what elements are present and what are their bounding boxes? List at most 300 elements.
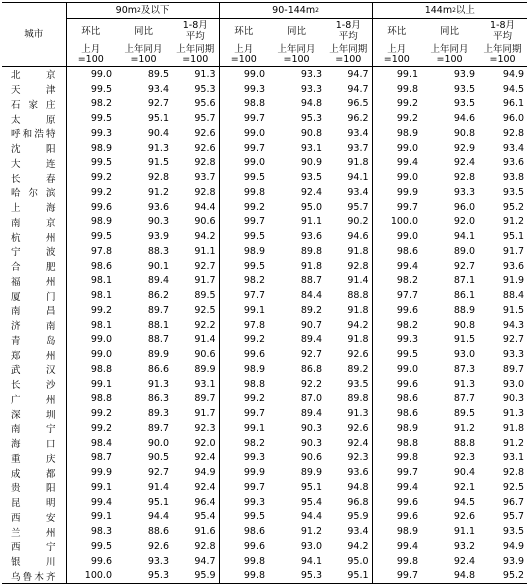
index-value: 89.5 xyxy=(147,68,169,80)
index-value: 98.9 xyxy=(372,421,421,436)
table-row xyxy=(2,244,527,259)
index-value: 99.0 xyxy=(219,67,268,82)
table-row xyxy=(2,111,527,126)
index-value: 99.7 xyxy=(372,200,421,215)
index-value: 95.2 xyxy=(502,201,525,213)
index-value: 99.3 xyxy=(219,495,268,510)
index-value: 99.3 xyxy=(219,451,268,466)
index-value: 93.4 xyxy=(347,526,369,538)
city-name: 太原 xyxy=(11,114,56,126)
index-value: 94.7 xyxy=(347,68,369,80)
index-value: 92.6 xyxy=(147,540,169,552)
index-value: 99.0 xyxy=(372,362,421,377)
index-value: 99.4 xyxy=(372,480,421,495)
index-value: 99.2 xyxy=(219,200,268,215)
city-name: 厦门 xyxy=(11,291,56,303)
index-value: 94.9 xyxy=(194,467,216,479)
index-value: 92.8 xyxy=(194,540,216,552)
index-value: 94.8 xyxy=(300,98,323,110)
index-value: 99.0 xyxy=(372,170,421,185)
index-value: 93.3 xyxy=(147,555,169,567)
index-value: 91.5 xyxy=(147,157,169,169)
index-value: 100.0 xyxy=(372,215,421,230)
index-value: 99.6 xyxy=(219,347,268,362)
table-row xyxy=(2,495,527,510)
index-value: 90.9 xyxy=(300,157,323,169)
index-value: 99.0 xyxy=(372,141,421,156)
index-value: 90.1 xyxy=(147,260,169,272)
area-group-header: $90-144m^2$ xyxy=(219,3,372,19)
index-value: 93.4 xyxy=(347,127,369,139)
index-value: 92.5 xyxy=(502,481,525,493)
index-value: 99.0 xyxy=(66,347,115,362)
index-value: 92.6 xyxy=(194,127,216,139)
index-value: 99.2 xyxy=(372,97,421,112)
index-value: 98.3 xyxy=(66,524,115,539)
index-value: 95.9 xyxy=(347,511,369,523)
index-value: 98.6 xyxy=(372,406,421,421)
table-row xyxy=(2,377,527,392)
index-value: 93.1 xyxy=(300,142,323,154)
index-value: 90.8 xyxy=(453,127,476,139)
table-row xyxy=(2,539,527,554)
index-value: 99.8 xyxy=(219,554,268,569)
city-name: 郑州 xyxy=(11,350,56,362)
city-name: 济南 xyxy=(11,321,56,333)
index-value: 95.7 xyxy=(502,511,525,523)
area-group-header: $144m^2$以上 xyxy=(372,3,527,19)
index-value: 99.8 xyxy=(372,554,421,569)
city-name: 西宁 xyxy=(11,542,56,554)
index-value: 99.7 xyxy=(219,480,268,495)
index-value: 92.4 xyxy=(347,437,369,449)
index-value: 90.0 xyxy=(147,437,169,449)
index-value: 94.8 xyxy=(347,481,369,493)
index-value: 93.0 xyxy=(502,378,525,390)
table-row xyxy=(2,229,527,244)
index-value: 99.3 xyxy=(219,82,268,97)
index-value: 98.6 xyxy=(372,392,421,407)
index-value: 88.9 xyxy=(453,304,476,316)
index-value: 98.9 xyxy=(219,244,268,259)
index-value: 98.8 xyxy=(66,392,115,407)
index-value: 98.6 xyxy=(372,244,421,259)
city-name: 深圳 xyxy=(11,409,56,421)
index-value: 93.3 xyxy=(502,349,525,361)
index-value: 94.9 xyxy=(502,68,525,80)
index-value: 99.2 xyxy=(66,170,115,185)
index-value: 89.7 xyxy=(502,363,525,375)
index-value: 91.2 xyxy=(300,526,323,538)
index-value: 90.3 xyxy=(300,437,323,449)
index-value: 94.2 xyxy=(194,231,216,243)
index-value: 98.2 xyxy=(372,318,421,333)
index-value: 98.1 xyxy=(66,318,115,333)
index-value: 92.6 xyxy=(347,349,369,361)
index-value: 87.3 xyxy=(453,363,476,375)
index-value: 92.2 xyxy=(194,319,216,331)
city-name: 乌鲁木齐 xyxy=(2,569,66,584)
metric-header: 1-8月 平均 xyxy=(490,20,516,42)
index-value: 98.8 xyxy=(219,377,268,392)
index-value: 90.5 xyxy=(147,452,169,464)
index-value: 94.4 xyxy=(194,201,216,213)
index-value: 89.8 xyxy=(300,245,323,257)
index-value: 92.9 xyxy=(453,142,476,154)
index-value: 94.1 xyxy=(300,555,323,567)
table-row xyxy=(2,170,527,185)
index-value: 99.1 xyxy=(219,303,268,318)
index-value: 93.3 xyxy=(300,83,323,95)
index-value: 94.7 xyxy=(194,555,216,567)
index-value: 89.9 xyxy=(300,467,323,479)
index-value: 92.8 xyxy=(147,172,169,184)
index-value: 93.8 xyxy=(502,172,525,184)
index-value: 95.1 xyxy=(300,481,323,493)
index-value: 93.5 xyxy=(502,526,525,538)
index-value: 99.8 xyxy=(219,185,268,200)
index-value: 99.3 xyxy=(66,126,115,141)
index-value: 99.5 xyxy=(66,539,115,554)
index-value: 92.4 xyxy=(194,452,216,464)
index-value: 99.5 xyxy=(66,111,115,126)
index-value: 93.2 xyxy=(453,540,476,552)
index-value: 91.5 xyxy=(502,304,525,316)
index-value: 94.9 xyxy=(502,540,525,552)
index-value: 94.1 xyxy=(347,172,369,184)
index-value: 92.3 xyxy=(453,452,476,464)
index-value: 86.3 xyxy=(147,393,169,405)
index-value: 90.7 xyxy=(300,319,323,331)
city-name: 石家庄 xyxy=(11,99,56,111)
index-value: 98.6 xyxy=(66,259,115,274)
table-row xyxy=(2,185,527,200)
base-period-header: 上年同期 =100 xyxy=(478,43,527,67)
index-value: 99.2 xyxy=(66,303,115,318)
table-row xyxy=(2,362,527,377)
index-value: 88.8 xyxy=(453,437,476,449)
index-value: 93.4 xyxy=(347,186,369,198)
city-name: 上海 xyxy=(11,203,56,215)
index-value: 99.5 xyxy=(219,170,268,185)
table-row xyxy=(2,200,527,215)
index-value: 99.6 xyxy=(372,510,421,525)
index-value: 89.7 xyxy=(147,304,169,316)
table-row xyxy=(2,451,527,466)
table-row xyxy=(2,554,527,569)
index-value: 84.4 xyxy=(300,290,323,302)
metric-header: 同比 xyxy=(287,25,307,37)
table-row xyxy=(2,465,527,480)
index-value: 92.8 xyxy=(453,172,476,184)
index-value: 99.0 xyxy=(219,126,268,141)
index-value: 98.8 xyxy=(372,436,421,451)
index-value: 86.1 xyxy=(453,290,476,302)
index-value: 92.7 xyxy=(147,98,169,110)
index-value: 98.1 xyxy=(66,288,115,303)
index-value: 92.6 xyxy=(194,142,216,154)
index-value: 93.5 xyxy=(502,186,525,198)
index-value: 89.7 xyxy=(194,393,216,405)
index-value: 91.5 xyxy=(453,334,476,346)
index-value: 91.4 xyxy=(194,334,216,346)
index-value: 92.7 xyxy=(300,349,323,361)
table-header xyxy=(2,3,527,67)
index-value: 99.5 xyxy=(219,510,268,525)
index-value: 93.6 xyxy=(502,260,525,272)
index-value: 99.4 xyxy=(372,259,421,274)
index-value: 97.7 xyxy=(372,288,421,303)
index-value: 89.5 xyxy=(194,290,216,302)
base-period-header: 上月 =100 xyxy=(66,43,115,67)
index-value: 92.3 xyxy=(194,422,216,434)
metric-header: 环比 xyxy=(372,19,421,44)
table-row xyxy=(2,303,527,318)
index-value: 95.9 xyxy=(172,569,219,584)
index-value: 89.0 xyxy=(453,245,476,257)
city-name: 合肥 xyxy=(11,262,56,274)
index-value: 90.8 xyxy=(453,319,476,331)
index-value: 89.8 xyxy=(347,393,369,405)
index-value: 98.8 xyxy=(66,362,115,377)
index-value: 99.9 xyxy=(66,465,115,480)
index-value: 98.6 xyxy=(219,524,268,539)
index-value: 94.6 xyxy=(347,231,369,243)
index-value: 96.2 xyxy=(347,113,369,125)
index-value: 99.5 xyxy=(66,82,115,97)
index-value: 98.9 xyxy=(66,215,115,230)
city-name: 长春 xyxy=(11,173,56,185)
index-value: 89.2 xyxy=(300,304,323,316)
city-name: 武汉 xyxy=(11,365,56,377)
index-value: 92.8 xyxy=(194,157,216,169)
index-value: 89.4 xyxy=(300,408,323,420)
index-value: 91.7 xyxy=(194,275,216,287)
index-value: 99.1 xyxy=(66,510,115,525)
index-value: 99.8 xyxy=(372,451,421,466)
index-value: 92.4 xyxy=(453,555,476,567)
index-value: 99.2 xyxy=(66,185,115,200)
index-value: 91.6 xyxy=(194,526,216,538)
index-value: 99.1 xyxy=(372,67,421,82)
index-value: 86.6 xyxy=(147,363,169,375)
index-value: 92.3 xyxy=(347,452,369,464)
table-row xyxy=(2,288,527,303)
index-value: 91.7 xyxy=(194,408,216,420)
base-period-header: 上年同月 =100 xyxy=(115,43,172,67)
index-value: 96.0 xyxy=(502,113,525,125)
index-value: 94.6 xyxy=(453,113,476,125)
index-value: 96.5 xyxy=(347,98,369,110)
city-name: 沈阳 xyxy=(11,144,56,156)
index-value: 91.7 xyxy=(502,245,525,257)
index-value: 99.1 xyxy=(219,421,268,436)
table-row xyxy=(2,97,527,112)
index-value: 91.8 xyxy=(300,260,323,272)
index-value: 89.4 xyxy=(147,275,169,287)
index-value: 95.4 xyxy=(194,511,216,523)
index-value: 91.1 xyxy=(453,526,476,538)
index-value: 89.3 xyxy=(147,408,169,420)
index-value: 96.8 xyxy=(347,496,369,508)
index-value: 93.6 xyxy=(347,467,369,479)
index-value: 95.0 xyxy=(300,201,323,213)
index-value: 93.6 xyxy=(300,231,323,243)
index-value: 92.7 xyxy=(502,334,525,346)
index-value: 89.2 xyxy=(347,363,369,375)
index-value: 95.1 xyxy=(147,496,169,508)
index-value: 88.7 xyxy=(300,275,323,287)
index-value: 93.0 xyxy=(453,349,476,361)
table-row xyxy=(2,510,527,525)
index-value: 99.2 xyxy=(372,111,421,126)
index-value: 86.8 xyxy=(300,363,323,375)
index-value: 93.4 xyxy=(147,83,169,95)
index-value: 99.7 xyxy=(219,406,268,421)
index-value: 89.9 xyxy=(194,363,216,375)
city-name: 西安 xyxy=(11,512,56,524)
table-row xyxy=(2,82,527,97)
city-name: 宁波 xyxy=(11,247,56,259)
index-value: 98.4 xyxy=(66,436,115,451)
city-name: 贵阳 xyxy=(11,483,56,495)
index-value: 98.2 xyxy=(219,274,268,289)
index-value: 88.3 xyxy=(147,245,169,257)
base-period-header: 上年同期 =100 xyxy=(325,43,372,67)
index-value: 93.0 xyxy=(300,540,323,552)
index-value: 99.2 xyxy=(219,333,268,348)
index-value: 96.1 xyxy=(502,98,525,110)
index-value: 93.4 xyxy=(502,142,525,154)
index-value: 93.5 xyxy=(453,98,476,110)
table-row xyxy=(2,126,527,141)
index-value: 99.5 xyxy=(219,229,268,244)
city-name: 银川 xyxy=(11,557,56,569)
index-value: 98.2 xyxy=(66,97,115,112)
index-value: 94.3 xyxy=(502,319,525,331)
index-value: 92.4 xyxy=(194,481,216,493)
index-value: 92.7 xyxy=(194,260,216,272)
city-name: 重庆 xyxy=(11,453,56,465)
index-value: 93.5 xyxy=(453,83,476,95)
index-value: 98.7 xyxy=(66,451,115,466)
table-row xyxy=(2,421,527,436)
index-value: 99.4 xyxy=(372,539,421,554)
index-value: 99.9 xyxy=(219,465,268,480)
city-column-header: 城市 xyxy=(2,3,66,67)
table-row xyxy=(2,333,527,348)
index-value: 88.7 xyxy=(147,334,169,346)
index-value: 98.9 xyxy=(219,362,268,377)
index-value: 99.5 xyxy=(66,229,115,244)
city-name: 天津 xyxy=(11,85,56,97)
city-name: 兰州 xyxy=(11,527,56,539)
index-value: 87.7 xyxy=(453,393,476,405)
index-value: 94.2 xyxy=(347,319,369,331)
index-value: 93.3 xyxy=(453,186,476,198)
index-value: 95.1 xyxy=(325,569,372,584)
index-value: 98.9 xyxy=(372,524,421,539)
index-value: 95.0 xyxy=(347,555,369,567)
city-name: 成都 xyxy=(11,468,56,480)
base-period-header: 上月 =100 xyxy=(219,43,268,67)
index-value: 99.5 xyxy=(372,347,421,362)
index-value: 99.6 xyxy=(372,377,421,392)
index-value: 92.5 xyxy=(194,304,216,316)
index-value: 99.3 xyxy=(372,333,421,348)
index-value: 99.0 xyxy=(66,67,115,82)
index-value: 91.8 xyxy=(347,157,369,169)
city-name: 北京 xyxy=(11,70,56,82)
index-value: 96.4 xyxy=(194,496,216,508)
index-value: 90.6 xyxy=(194,216,216,228)
index-value: 100.0 xyxy=(66,569,115,584)
index-value: 99.7 xyxy=(219,215,268,230)
index-value: 95.3 xyxy=(194,83,216,95)
table-row xyxy=(2,480,527,495)
index-value: 92.8 xyxy=(194,186,216,198)
index-value: 99.7 xyxy=(372,569,421,584)
city-name: 哈尔滨 xyxy=(11,188,56,200)
table-row xyxy=(2,406,527,421)
index-value: 96.7 xyxy=(502,496,525,508)
index-value: 92.0 xyxy=(194,437,216,449)
index-value: 98.2 xyxy=(219,436,268,451)
index-value: 93.5 xyxy=(300,172,323,184)
index-value: 89.4 xyxy=(300,334,323,346)
table-row xyxy=(2,156,527,171)
city-name: 青岛 xyxy=(11,335,56,347)
index-value: 90.3 xyxy=(300,422,323,434)
index-value: 99.5 xyxy=(66,156,115,171)
index-value: 91.2 xyxy=(453,422,476,434)
index-value: 94.7 xyxy=(347,83,369,95)
index-value: 98.2 xyxy=(372,274,421,289)
table-row xyxy=(2,569,527,584)
city-name: 南京 xyxy=(11,217,56,229)
price-index-table xyxy=(2,2,527,584)
index-value: 91.1 xyxy=(194,245,216,257)
index-value: 90.2 xyxy=(347,216,369,228)
index-value: 99.7 xyxy=(219,111,268,126)
index-value: 93.6 xyxy=(147,201,169,213)
index-value: 97.8 xyxy=(66,244,115,259)
index-value: 88.8 xyxy=(347,290,369,302)
index-value: 93.5 xyxy=(347,378,369,390)
index-value: 99.4 xyxy=(372,156,421,171)
index-value: 94.2 xyxy=(347,540,369,552)
table-row xyxy=(2,215,527,230)
city-name: 昆明 xyxy=(11,498,56,510)
city-name: 长沙 xyxy=(11,380,56,392)
index-value: 90.6 xyxy=(194,349,216,361)
index-value: 93.9 xyxy=(453,68,476,80)
index-value: 93.9 xyxy=(147,231,169,243)
table-body xyxy=(2,67,527,584)
index-value: 95.6 xyxy=(194,98,216,110)
index-value: 93.7 xyxy=(194,172,216,184)
index-value: 92.8 xyxy=(502,467,525,479)
index-value: 94.5 xyxy=(502,83,525,95)
index-value: 98.1 xyxy=(66,274,115,289)
index-value: 99.6 xyxy=(372,303,421,318)
index-value: 90.3 xyxy=(147,216,169,228)
index-value: 99.6 xyxy=(66,200,115,215)
index-value: 91.8 xyxy=(502,422,525,434)
index-value: 93.6 xyxy=(502,157,525,169)
table-row xyxy=(2,67,527,82)
index-value: 94.1 xyxy=(453,231,476,243)
